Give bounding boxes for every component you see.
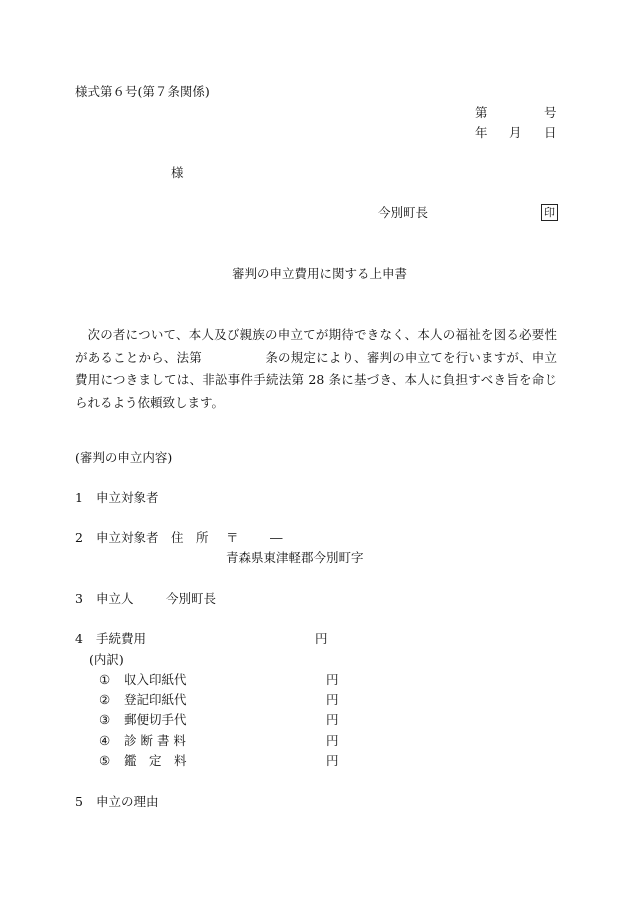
document-number-prefix: 第 bbox=[475, 105, 488, 120]
item2-label: 申立対象者 住 所 bbox=[96, 530, 209, 545]
item3-number: 3 bbox=[75, 591, 83, 606]
body-paragraph: 次の者について、本人及び親族の申立てが期待できなく、本人の福祉を図る必要性があることから、法第 条の規定により、審判の申立てを行いますが、申立費用につきましては、非訟事件手続法第 28 条に基づき、本人に負担すべき旨を命じられるよう依頼致します。 bbox=[75, 327, 557, 410]
document-number-suffix: 号 bbox=[544, 105, 557, 120]
item3-label: 申立人 bbox=[96, 591, 134, 606]
item3-value: 今別町長 bbox=[166, 591, 217, 606]
item4-number: 4 bbox=[75, 631, 83, 646]
breakdown-label-item: 収入印紙代 bbox=[124, 672, 187, 687]
breakdown-unit: 円 bbox=[326, 692, 339, 707]
date-month: 月 bbox=[509, 125, 522, 140]
addressee-honorific: 様 bbox=[171, 165, 184, 180]
item4-label: 手続費用 bbox=[96, 631, 147, 646]
date-year: 年 bbox=[475, 125, 488, 140]
breakdown-label: (内訳) bbox=[89, 652, 124, 667]
item5-number: 5 bbox=[75, 794, 83, 809]
seal-stamp-box: 印 bbox=[541, 204, 558, 221]
form-number: 様式第６号(第７条関係) bbox=[75, 84, 210, 99]
date-day: 日 bbox=[544, 125, 557, 140]
section-heading: (審判の申立内容) bbox=[75, 450, 173, 465]
breakdown-mark: ② bbox=[99, 692, 111, 707]
breakdown-unit: 円 bbox=[326, 712, 339, 727]
breakdown-label-item: 郵便切手代 bbox=[124, 712, 187, 727]
breakdown-label-item: 診 断 書 料 bbox=[124, 733, 186, 748]
item1-number: 1 bbox=[75, 490, 83, 505]
document-title: 審判の申立費用に関する上申書 bbox=[232, 266, 408, 281]
item2-number: 2 bbox=[75, 530, 83, 545]
postal-dash: ― bbox=[270, 530, 283, 545]
item2-address: 青森県東津軽郡今別町字 bbox=[226, 550, 364, 565]
breakdown-unit: 円 bbox=[326, 753, 339, 768]
breakdown-mark: ① bbox=[99, 672, 111, 687]
breakdown-unit: 円 bbox=[326, 672, 339, 687]
item5-label: 申立の理由 bbox=[96, 794, 159, 809]
breakdown-mark: ④ bbox=[99, 733, 111, 748]
breakdown-mark: ③ bbox=[99, 712, 111, 727]
item4-unit: 円 bbox=[315, 631, 328, 646]
breakdown-label-item: 鑑 定 料 bbox=[124, 753, 187, 768]
breakdown-unit: 円 bbox=[326, 733, 339, 748]
postal-mark: 〒 bbox=[226, 530, 239, 545]
item1-label: 申立対象者 bbox=[96, 490, 159, 505]
sender-name: 今別町長 bbox=[378, 205, 429, 220]
breakdown-mark: ⑤ bbox=[99, 753, 111, 768]
breakdown-label-item: 登記印紙代 bbox=[124, 692, 187, 707]
